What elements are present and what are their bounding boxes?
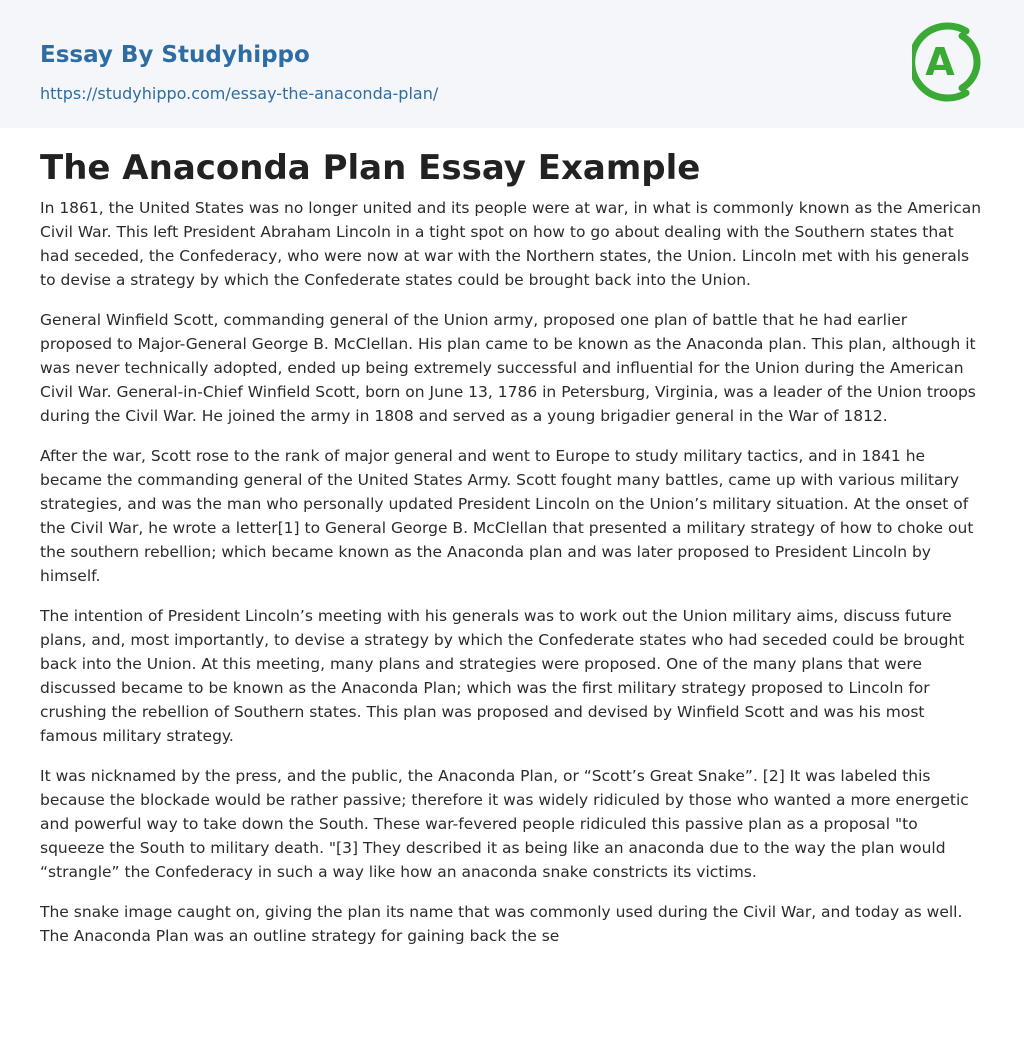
- logo-letter: A: [925, 40, 955, 84]
- paragraph: In 1861, the United States was no longer united and its people were at war, in what is commonly known as the American Civil War. This left President Abraham Lincoln in a tight spot on how to go about dealing with the Southern states that had seceded, the Confederacy, who were now at war with the Northern states, the Union. Lincoln met with his generals to devise a strategy by which the Confederate states could be brought back into the Union.: [40, 199, 982, 289]
- site-header: [0, 0, 1024, 128]
- article: [40, 146, 984, 964]
- page-title: The Anaconda Plan Essay Example: [40, 148, 701, 188]
- paragraph: The snake image caught on, giving the plan its name that was commonly used during the Civil War, and today as well. The Anaconda Plan was an outline strategy for gaining back the se: [40, 903, 963, 945]
- studyhippo-logo-icon: [912, 18, 986, 106]
- paragraph: General Winfield Scott, commanding general of the Union army, proposed one plan of battle that he had earlier proposed to Major-General George B. McClellan. His plan came to be known as the Anaconda plan. This plan, although it was never technically adopted, ended up being extremely successful and influential for the Union during the American Civil War. General-in-Chief Winfield Scott, born on June 13, 1786 in Petersburg, Virginia, was a leader of the Union troops during the Civil War. He joined the army in 1808 and served as a young brigadier general in the War of 1812.: [40, 311, 976, 425]
- brand-title: Essay By Studyhippo: [40, 42, 310, 68]
- paragraph: After the war, Scott rose to the rank of major general and went to Europe to study military tactics, and in 1841 he became the commanding general of the United States Army. Scott fought many battles, came up with various military strategies, and was the man who personally updated President Lincoln on the Union’s military situation. At the onset of the Civil War, he wrote a letter[1] to General George B. McClellan that presented a military strategy of how to choke out the southern rebellion; which became known as the Anaconda plan and was later proposed to President Lincoln by himself.: [40, 447, 974, 585]
- essay-url-link[interactable]: https://studyhippo.com/essay-the-anaconda-plan/: [40, 84, 439, 103]
- paragraph: The intention of President Lincoln’s meeting with his generals was to work out the Union military aims, discuss future plans, and, most importantly, to devise a strategy by which the Confederate states who had seceded could be brought back into the Union. At this meeting, many plans and strategies were proposed. One of the many plans that were discussed became to be known as the Anaconda Plan; which was the first military strategy proposed to Lincoln for crushing the rebellion of Southern states. This plan was proposed and devised by Winfield Scott and was his most famous military strategy.: [40, 607, 965, 745]
- paragraph: It was nicknamed by the press, and the public, the Anaconda Plan, or “Scott’s Great Snake”. [2] It was labeled this because the blockade would be rather passive; therefore it was widely ridiculed by those who wanted a more energetic and powerful way to take down the South. These war-fevered people ridiculed this passive plan as a proposal "to squeeze the South to military death. "[3] They described it as being like an anaconda due to the way the plan would “strangle” the Confederacy in such a way like how an anaconda snake constricts its victims.: [40, 767, 969, 881]
